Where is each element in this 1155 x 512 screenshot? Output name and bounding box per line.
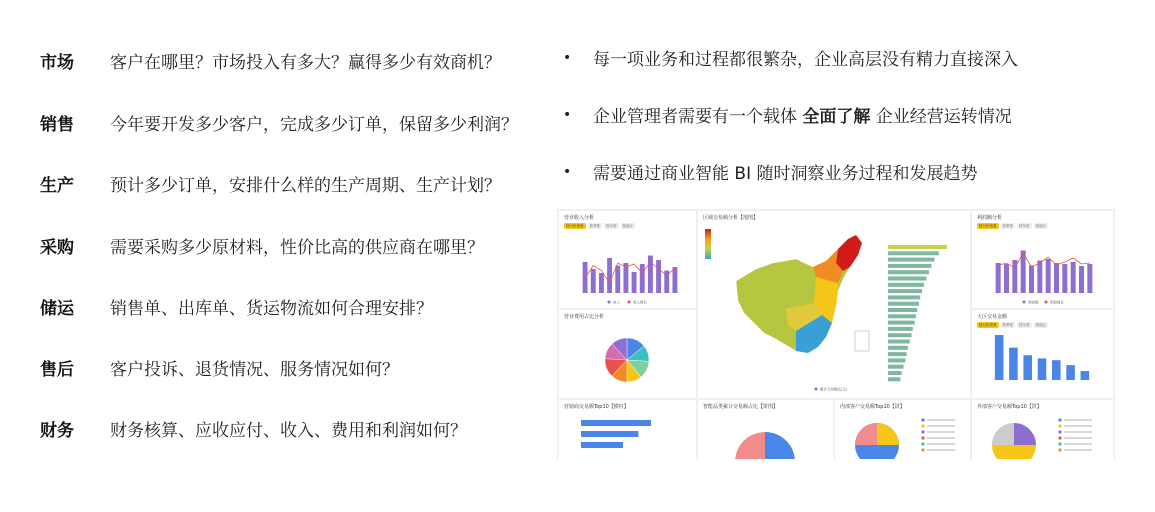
- profit-panel: [972, 211, 1113, 308]
- chart-bar: [995, 335, 1004, 380]
- panel-title: 区域交易额分析【地图】: [703, 215, 759, 221]
- chart-bar: [888, 295, 920, 299]
- dealer-bars: [581, 420, 651, 448]
- revenue-bars: [583, 256, 678, 294]
- internal-customer-panel: [835, 400, 970, 459]
- legend-label: 累计交易额(亿元): [820, 387, 848, 392]
- legend-swatch: [815, 388, 818, 391]
- list-item: [40, 48, 501, 73]
- chart-bar: [1054, 263, 1059, 293]
- category-label: 财务: [40, 421, 74, 441]
- chart-bar: [1052, 360, 1061, 380]
- tab-month[interactable]: 按月份查看: [979, 223, 997, 228]
- legend-swatch: [1058, 430, 1061, 433]
- bullet-text-post: 企业经营运转情况: [870, 107, 1012, 127]
- chart-bar: [1066, 365, 1075, 380]
- chart-bar: [888, 245, 947, 249]
- legend-text-bar: [927, 431, 955, 433]
- pie-slice: [765, 432, 795, 459]
- chart-bar: [632, 272, 637, 293]
- panel-title: 外部客户交易额Top10【饼】: [977, 404, 1042, 410]
- pie-legend: [1058, 418, 1092, 451]
- pie-slice: [992, 423, 1014, 445]
- chart-bar: [888, 352, 907, 356]
- chart-bar: [1087, 264, 1092, 293]
- legend-label: 利润增长: [1050, 300, 1064, 305]
- chart-bar: [615, 266, 620, 294]
- bullet-item: [563, 159, 977, 184]
- chart-bar: [1009, 348, 1018, 380]
- chart-bar: [581, 442, 623, 448]
- chart-bar: [1079, 266, 1084, 293]
- tab-quarter[interactable]: 按季度: [1002, 322, 1013, 327]
- panel-title: 内部客户交易额Top10【饼】: [840, 404, 905, 410]
- chart-bar: [888, 302, 919, 306]
- tab-quarter[interactable]: 按季度: [589, 223, 600, 228]
- region-ranking-bars: [888, 245, 947, 381]
- pie-slice: [877, 423, 899, 445]
- list-item: [40, 355, 399, 380]
- legend-swatch: [608, 301, 611, 304]
- tab-year[interactable]: 按年度: [1019, 322, 1030, 327]
- chart-bar: [581, 431, 638, 437]
- chart-bar: [1037, 261, 1042, 294]
- chart-bar: [888, 377, 900, 381]
- chart-bar: [888, 277, 926, 281]
- category-label: 市场: [40, 53, 74, 73]
- chart-bar: [888, 340, 910, 344]
- map-region-northeast: [836, 235, 862, 271]
- question-text: 今年要开发多少客户，完成多少订单，保留多少利润？: [110, 115, 518, 135]
- question-text: 客户在哪里？市场投入有多大？赢得多少有效商机？: [110, 53, 501, 73]
- tab-year[interactable]: 按年度: [606, 223, 617, 228]
- expense-pie-panel: [559, 310, 696, 398]
- tab-region[interactable]: 按地区: [1035, 223, 1046, 228]
- tab-region[interactable]: 按地区: [1035, 322, 1046, 327]
- chart-bar: [996, 263, 1001, 293]
- chart-bar: [581, 420, 651, 426]
- bullet-dot: •: [563, 163, 572, 180]
- chart-bar: [1046, 259, 1051, 293]
- chart-bar: [591, 269, 596, 293]
- chart-bar: [888, 289, 922, 293]
- dealer-bar-chart: [559, 400, 696, 459]
- bullet-text-bold: 全面了解: [802, 107, 871, 127]
- chart-bar: [1081, 371, 1090, 380]
- legend-swatch: [921, 418, 924, 421]
- pie-slice: [855, 423, 877, 445]
- list-item: [40, 110, 518, 135]
- bullet-text-pre: 企业管理者需要有一个载体: [593, 107, 803, 127]
- revenue-growth-line: [585, 262, 675, 283]
- chart-bar: [888, 308, 917, 312]
- pie-slice: [735, 432, 765, 459]
- legend-swatch: [921, 430, 924, 433]
- category-pie-panel: [698, 400, 833, 459]
- chart-bar: [1023, 355, 1032, 380]
- bullet-dot: •: [563, 106, 572, 123]
- profit-bars: [996, 251, 1093, 294]
- legend-text-bar: [927, 449, 955, 451]
- panel-title: 大区交易金额: [977, 314, 1008, 320]
- bullet-text: [593, 102, 1012, 127]
- legend-swatch: [1045, 301, 1048, 304]
- legend-text-bar: [927, 437, 955, 439]
- pie-slice: [1014, 423, 1036, 445]
- list-item: [40, 294, 433, 319]
- legend-swatch: [1023, 301, 1026, 304]
- tab-month[interactable]: 按月份查看: [979, 322, 997, 327]
- chart-bar: [623, 263, 628, 293]
- chart-bar: [888, 283, 924, 287]
- tab-region[interactable]: 按地区: [622, 223, 633, 228]
- chart-bar: [672, 267, 677, 293]
- category-label: 生产: [40, 176, 74, 196]
- region-amount-bars: [995, 335, 1089, 380]
- external-customer-panel: [972, 400, 1113, 459]
- tab-year[interactable]: 按年度: [1019, 223, 1030, 228]
- chart-bar: [888, 264, 931, 268]
- bi-dashboard-thumbnail: [557, 209, 1115, 459]
- chart-bar: [888, 346, 908, 350]
- region-map-panel: [698, 211, 970, 398]
- region-map-chart: [698, 211, 970, 398]
- legend-swatch: [1058, 436, 1061, 439]
- tab-quarter[interactable]: 按季度: [1002, 223, 1013, 228]
- legend-text-bar: [927, 443, 955, 445]
- question-text: 需要采购多少原材料，性价比高的供应商在哪里？: [110, 238, 484, 258]
- legend-text-bar: [927, 419, 955, 421]
- chart-bar: [888, 270, 929, 274]
- external-customer-pie: [972, 400, 1113, 459]
- revenue-panel: [559, 211, 696, 308]
- panel-title: 智能品类累计交易额占比【饼图】: [703, 404, 779, 410]
- tab-month[interactable]: 按月份查看: [566, 223, 584, 228]
- category-label: 储运: [40, 299, 74, 319]
- legend-swatch: [1058, 448, 1061, 451]
- panel-title: 营销商交易额Top10【横柱】: [564, 404, 629, 410]
- legend-text-bar: [927, 425, 955, 427]
- category-pie-chart: [698, 400, 833, 459]
- chart-bar: [656, 260, 661, 293]
- legend-label: 收入: [613, 300, 620, 305]
- internal-customer-pie: [835, 400, 970, 459]
- panel-title: 营业费用占比分析: [564, 314, 605, 320]
- region-amount-panel: [972, 310, 1113, 398]
- dealer-top10-panel: [559, 400, 696, 459]
- bullet-item: [563, 45, 1018, 70]
- legend-label: 收入增长: [633, 300, 647, 305]
- chart-bar: [888, 251, 939, 255]
- chart-bar: [888, 321, 915, 325]
- bullet-text: 需要通过商业智能 BI 随时洞察业务过程和发展趋势: [593, 164, 978, 184]
- expense-pie: [605, 338, 649, 382]
- chart-bar: [888, 358, 905, 362]
- bullet-item: [563, 102, 1012, 127]
- south-sea-inset: [855, 331, 869, 351]
- chart-bar: [1062, 264, 1067, 293]
- chart-bar: [1071, 262, 1076, 293]
- chart-bar: [1038, 358, 1047, 380]
- legend-text-bar: [1064, 431, 1092, 433]
- legend-text-bar: [1064, 419, 1092, 421]
- legend-text-bar: [1064, 425, 1092, 427]
- legend-swatch: [1058, 442, 1061, 445]
- legend-swatch: [1058, 418, 1061, 421]
- legend-text-bar: [1064, 449, 1092, 451]
- panel-title: 利润额分析: [977, 215, 1003, 221]
- revenue-chart: [559, 211, 696, 308]
- legend-text-bar: [1064, 443, 1092, 445]
- question-text: 预计多少订单，安排什么样的生产周期、生产计划？: [110, 176, 501, 196]
- pie-legend: [921, 418, 955, 451]
- list-item: [40, 233, 484, 258]
- expense-pie-chart: [559, 310, 696, 398]
- chart-bar: [888, 371, 902, 375]
- category-label: 采购: [40, 238, 74, 258]
- question-text: 客户投诉、退货情况、服务情况如何？: [110, 360, 399, 380]
- chart-bar: [599, 273, 604, 293]
- region-amount-chart: [972, 310, 1113, 398]
- bullet-dot: •: [563, 49, 572, 66]
- list-item: [40, 171, 501, 196]
- chart-bar: [640, 264, 645, 293]
- chart-bar: [1029, 266, 1034, 294]
- legend-swatch: [1058, 424, 1061, 427]
- legend-swatch: [628, 301, 631, 304]
- legend-text-bar: [1064, 437, 1092, 439]
- category-label: 销售: [40, 115, 74, 135]
- list-item: [40, 416, 467, 441]
- question-text: 财务核算、应收应付、收入、费用和利润如何？: [110, 421, 467, 441]
- category-label: 售后: [40, 360, 74, 380]
- legend-swatch: [921, 448, 924, 451]
- chart-bar: [888, 258, 935, 262]
- chart-bar: [888, 365, 904, 369]
- chart-bar: [607, 258, 612, 293]
- legend-swatch: [921, 442, 924, 445]
- panel-title: 营业收入分析: [564, 215, 595, 221]
- bullet-text: 每一项业务和过程都很繁杂，企业高层没有精力直接深入: [593, 50, 1018, 70]
- profit-chart: [972, 211, 1113, 308]
- profit-growth-line: [998, 253, 1090, 268]
- chart-bar: [648, 256, 653, 294]
- map-color-scale: [705, 229, 711, 259]
- legend-swatch: [921, 436, 924, 439]
- chart-bar: [888, 327, 913, 331]
- chart-bar: [1004, 264, 1009, 293]
- question-text: 销售单、出库单、货运物流如何合理安排？: [110, 299, 433, 319]
- legend-swatch: [921, 424, 924, 427]
- chart-bar: [888, 314, 916, 318]
- chart-bar: [888, 333, 912, 337]
- legend-label: 利润额: [1028, 300, 1039, 305]
